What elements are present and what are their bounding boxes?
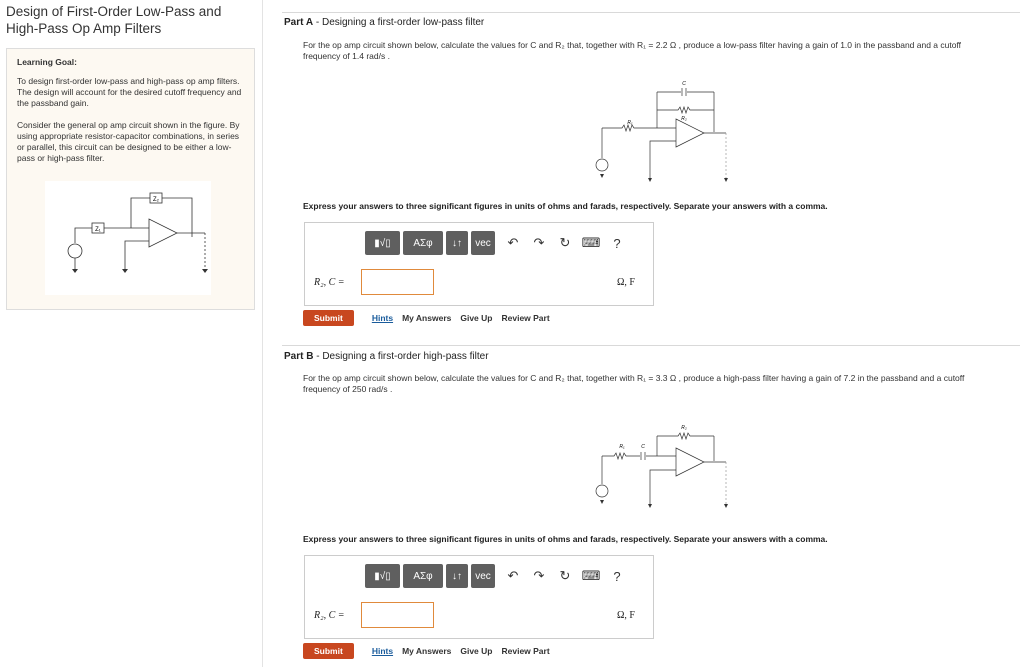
greek-symbols-button[interactable]: ΑΣφ [403,231,443,255]
z2-label: Z₂ [153,197,159,203]
part-a-actions [303,310,559,326]
svg-text:R₁: R₁ [627,120,633,126]
part-a-answer-input[interactable] [361,269,434,295]
part-b-toolbar [365,564,628,588]
undo-icon[interactable]: ↶ [507,568,519,583]
main-content [262,0,1024,667]
separator [282,345,1020,346]
part-b-hints-link[interactable]: Hints [371,646,394,656]
part-a-description: For the op amp circuit shown below, calculate the values for C and R₂ that, together with R₁ = 2.2 Ω , produce a low-pass filter having a gain of 1.0 in the passband and a cutoff frequency of 1.4 rad/s . [303,40,962,61]
greek-symbols-button[interactable]: ΑΣφ [403,564,443,588]
opamp-triangle [149,219,177,247]
keyboard-icon[interactable]: ⌨ [581,235,601,250]
svg-text:R₂: R₂ [681,116,687,122]
part-b-title: Part B - Designing a first-order high-pass filter [284,351,489,362]
general-opamp-circuit-svg [45,181,211,295]
learning-goal-label: Learning Goal: [17,57,77,67]
learning-goal-text-1: To design first-order low-pass and high-pass op amp filters. The design will account for the desired cutoff frequency and the passband gain. [17,76,242,108]
part-a-toolbar [365,231,628,255]
part-b-circuit [592,420,742,515]
vector-button[interactable]: vec [471,564,495,588]
part-a-answer-panel [304,222,654,306]
part-b-unit: Ω, F [617,610,635,621]
part-b-answer-label: R₂, C = [314,610,345,621]
part-b-actions [303,643,559,659]
templates-button[interactable]: ▮√▯ [365,564,400,588]
sidebar [0,0,263,667]
part-b-description: For the op amp circuit shown below, calculate the values for C and R₂ that, together with R₁ = 3.3 Ω , produce a high-pass filter having a gain of 7.2 in the passband and a cutoff frequency of 250 rad/s . [303,373,965,394]
part-b-give-up-link[interactable]: Give Up [460,646,493,656]
undo-icon[interactable]: ↶ [507,235,519,250]
part-a-instructions: Express your answers to three significant figures in units of ohms and farads, respectively. Separate your answers with a comma. [303,201,828,211]
part-a-answer-label: R₂, C = [314,277,345,288]
svg-text:R₂: R₂ [681,425,687,431]
part-b-submit-button[interactable]: Submit [303,643,354,659]
part-b-answer-input[interactable] [361,602,434,628]
part-a-submit-button[interactable]: Submit [303,310,354,326]
keyboard-icon[interactable]: ⌨ [581,568,601,583]
general-opamp-figure [45,181,211,295]
part-a-give-up-link[interactable]: Give Up [460,313,493,323]
subscript-superscript-button[interactable]: ↓↑ [446,564,468,588]
part-b-my-answers-link[interactable]: My Answers [402,646,452,656]
learning-goal-panel [6,48,255,310]
part-a-my-answers-link[interactable]: My Answers [402,313,452,323]
sidebar-title: Design of First-Order Low-Pass and High-Pass Op Amp Filters [6,4,222,36]
svg-text:C: C [641,444,645,450]
part-a-review-link[interactable]: Review Part [501,313,550,323]
vector-button[interactable]: vec [471,231,495,255]
part-a-title: Part A - Designing a first-order low-pass filter [284,17,485,28]
part-b-answer-panel [304,555,654,639]
separator [282,12,1020,13]
help-icon[interactable]: ? [613,235,621,251]
part-b-review-link[interactable]: Review Part [501,646,550,656]
templates-button[interactable]: ▮√▯ [365,231,400,255]
source-icon [68,244,82,258]
svg-text:C: C [682,81,686,87]
part-b-instructions: Express your answers to three significant figures in units of ohms and farads, respectively. Separate your answers with a comma. [303,534,828,544]
redo-icon[interactable]: ↷ [533,568,545,583]
z1-label: Z₁ [95,227,101,233]
part-a-hints-link[interactable]: Hints [371,313,394,323]
help-icon[interactable]: ? [613,568,621,584]
reset-icon[interactable]: ↻ [559,235,571,250]
reset-icon[interactable]: ↻ [559,568,571,583]
part-a-unit: Ω, F [617,277,635,288]
part-a-circuit [592,76,742,186]
svg-text:R₁: R₁ [619,444,625,450]
subscript-superscript-button[interactable]: ↓↑ [446,231,468,255]
learning-goal-text-2: Consider the general op amp circuit shown in the figure. By using appropriate resistor-capacitor combinations, in series or parallel, this circuit can be designed to be either a low-pass or high-pass filter. [17,120,240,163]
redo-icon[interactable]: ↷ [533,235,545,250]
